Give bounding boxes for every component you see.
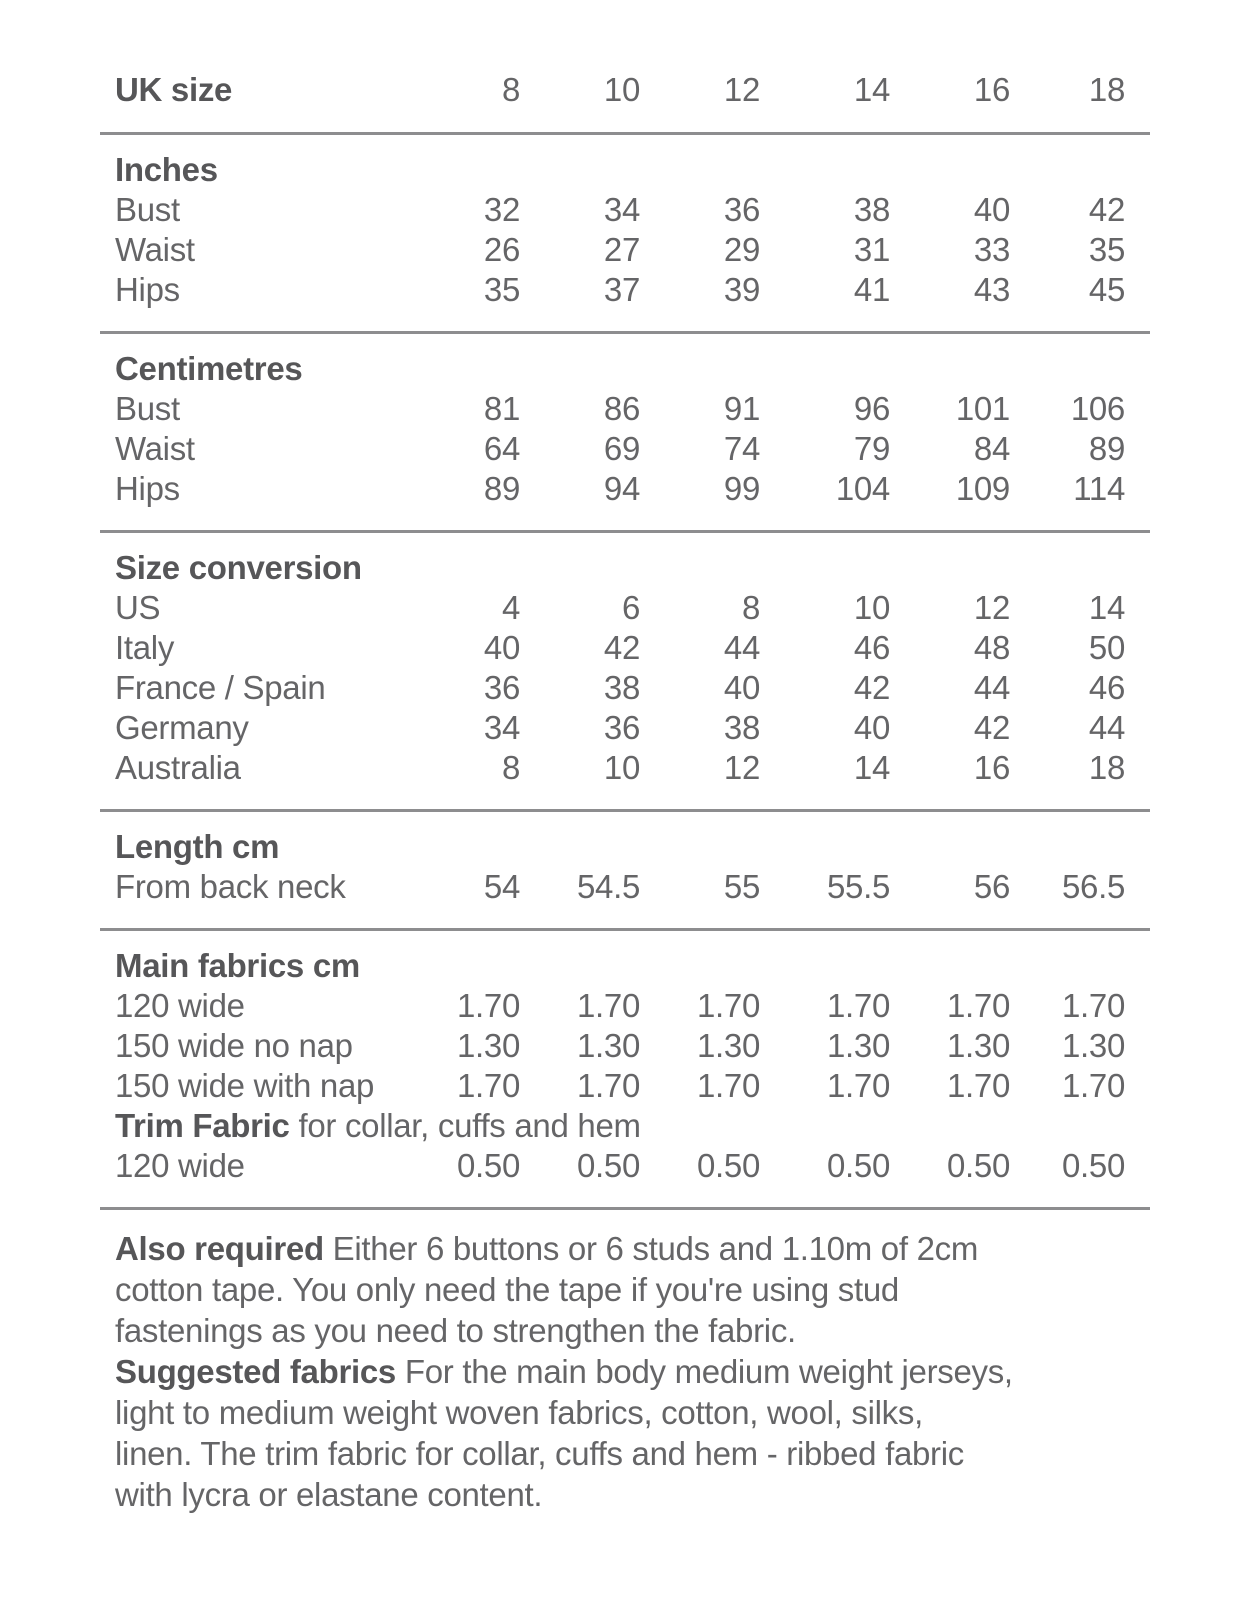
note-lead: Also required [115, 1230, 324, 1267]
row-label: Waist [115, 231, 195, 268]
row-value: 38 [723, 709, 760, 746]
row-value: 1.70 [576, 987, 640, 1024]
note-line: with lycra or elastane content. [115, 1476, 543, 1513]
row-label: Hips [115, 271, 180, 308]
table-row [100, 1026, 1150, 1066]
row-value: 37 [603, 271, 640, 308]
table-row [100, 1066, 1150, 1106]
row-value: 54 [483, 868, 520, 905]
row-value: 36 [483, 669, 520, 706]
row-value: 40 [723, 669, 760, 706]
row-value: 1.30 [696, 1027, 760, 1064]
row-value: 36 [723, 191, 760, 228]
row-value: 1.70 [826, 987, 890, 1024]
row-value: 1.30 [826, 1027, 890, 1064]
row-value: 42 [603, 629, 640, 666]
row-value: 33 [973, 231, 1010, 268]
row-value: 46 [853, 629, 890, 666]
note-line [115, 1351, 1150, 1392]
table-row [100, 469, 1150, 509]
row-value: 74 [723, 430, 760, 467]
row-label: 120 wide [115, 987, 245, 1024]
row-label: US [115, 589, 161, 626]
table-row [100, 429, 1150, 469]
table-row [100, 588, 1150, 628]
table-row [100, 230, 1150, 270]
size-col-header: 10 [603, 71, 640, 108]
note-line: linen. The trim fabric for collar, cuffs and hem - ribbed fabric [115, 1435, 964, 1472]
row-value: 29 [723, 231, 760, 268]
section-main-fabrics [100, 928, 1150, 1207]
row-value: 43 [973, 271, 1010, 308]
row-value: 81 [483, 390, 520, 427]
row-label: France / Spain [115, 669, 326, 706]
trim-fabric-lead: Trim Fabric [115, 1107, 290, 1144]
row-value: 1.70 [826, 1067, 890, 1104]
size-col-header: 18 [1088, 71, 1125, 108]
note-suggested-fabrics [115, 1351, 1150, 1515]
row-value: 1.70 [576, 1067, 640, 1104]
row-value: 48 [973, 629, 1010, 666]
row-value: 10 [603, 749, 640, 786]
trim-fabric-rest: for collar, cuffs and hem [289, 1107, 641, 1144]
table-row [100, 389, 1150, 429]
table-row [100, 668, 1150, 708]
size-chart-page [100, 0, 1150, 1515]
row-value: 6 [621, 589, 640, 626]
row-value: 99 [723, 470, 760, 507]
note-line [115, 1228, 1150, 1269]
note-line: fastenings as you need to strengthen the fabric. [115, 1312, 796, 1349]
row-value: 0.50 [1061, 1147, 1125, 1184]
row-value: 96 [853, 390, 890, 427]
section-title: Inches [115, 151, 218, 188]
row-value: 1.30 [576, 1027, 640, 1064]
row-value: 54.5 [576, 868, 640, 905]
note-text: For the main body medium weight jerseys, [395, 1353, 1013, 1390]
row-value: 0.50 [696, 1147, 760, 1184]
table-header-row [100, 70, 1150, 110]
row-value: 42 [1088, 191, 1125, 228]
row-value: 91 [723, 390, 760, 427]
row-value: 101 [955, 390, 1010, 427]
note-lead: Suggested fabrics [115, 1353, 396, 1390]
table-row [100, 628, 1150, 668]
row-label: Australia [115, 749, 241, 786]
row-label: Germany [115, 709, 249, 746]
row-value: 56.5 [1061, 868, 1125, 905]
note-line: light to medium weight woven fabrics, cotton, wool, silks, [115, 1394, 923, 1431]
table-row [100, 748, 1150, 788]
row-value: 34 [483, 709, 520, 746]
size-col-header: 16 [973, 71, 1010, 108]
row-value: 8 [501, 749, 520, 786]
row-value: 44 [723, 629, 760, 666]
row-label: Bust [115, 191, 180, 228]
section-size-conversion [100, 530, 1150, 809]
row-value: 55.5 [826, 868, 890, 905]
row-value: 35 [1088, 231, 1125, 268]
row-value: 69 [603, 430, 640, 467]
row-value: 109 [955, 470, 1010, 507]
note-line: cotton tape. You only need the tape if you're using stud [115, 1271, 899, 1308]
row-value: 64 [483, 430, 520, 467]
row-value: 36 [603, 709, 640, 746]
row-label: Italy [115, 629, 175, 666]
row-value: 89 [483, 470, 520, 507]
table-row [100, 708, 1150, 748]
row-value: 14 [853, 749, 890, 786]
row-value: 8 [741, 589, 760, 626]
table-row [100, 986, 1150, 1026]
row-label: 120 wide [115, 1147, 245, 1184]
row-value: 44 [1088, 709, 1125, 746]
table-row [100, 270, 1150, 310]
section-title: Size conversion [115, 549, 362, 586]
row-value: 0.50 [576, 1147, 640, 1184]
section-uk-size [100, 0, 1150, 132]
row-value: 1.70 [456, 987, 520, 1024]
row-value: 40 [853, 709, 890, 746]
row-value: 10 [853, 589, 890, 626]
row-value: 38 [853, 191, 890, 228]
row-value: 41 [853, 271, 890, 308]
row-value: 114 [1073, 470, 1125, 507]
note-also-required [115, 1228, 1150, 1351]
section-title: Main fabrics cm [115, 947, 360, 984]
row-value: 14 [1088, 589, 1125, 626]
row-value: 55 [723, 868, 760, 905]
row-value: 89 [1088, 430, 1125, 467]
notes-block [100, 1207, 1150, 1515]
row-value: 40 [483, 629, 520, 666]
row-label: Waist [115, 430, 195, 467]
size-col-header: 14 [853, 71, 890, 108]
row-value: 79 [853, 430, 890, 467]
row-value: 1.70 [696, 987, 760, 1024]
row-value: 42 [973, 709, 1010, 746]
row-value: 106 [1070, 390, 1125, 427]
section-inches [100, 132, 1150, 331]
row-value: 12 [973, 589, 1010, 626]
row-value: 38 [603, 669, 640, 706]
row-value: 26 [483, 231, 520, 268]
table-row [100, 1146, 1150, 1186]
section-title: Length cm [115, 828, 280, 865]
row-value: 1.70 [946, 1067, 1010, 1104]
row-value: 16 [973, 749, 1010, 786]
row-value: 34 [603, 191, 640, 228]
size-col-header: 8 [501, 71, 520, 108]
row-value: 42 [853, 669, 890, 706]
row-value: 32 [483, 191, 520, 228]
row-value: 44 [973, 669, 1010, 706]
row-value: 1.70 [696, 1067, 760, 1104]
size-col-header: 12 [723, 71, 760, 108]
row-value: 56 [973, 868, 1010, 905]
row-value: 27 [603, 231, 640, 268]
row-value: 31 [853, 231, 890, 268]
row-value: 1.70 [1061, 1067, 1125, 1104]
row-value: 0.50 [456, 1147, 520, 1184]
row-value: 1.30 [946, 1027, 1010, 1064]
row-value: 84 [973, 430, 1010, 467]
row-label: 150 wide no nap [115, 1027, 353, 1064]
row-value: 1.30 [1061, 1027, 1125, 1064]
table-row [100, 867, 1150, 907]
note-text: Either 6 buttons or 6 studs and 1.10m of 2cm [323, 1230, 979, 1267]
section-title: Centimetres [115, 350, 303, 387]
row-value: 46 [1088, 669, 1125, 706]
section-centimetres [100, 331, 1150, 530]
row-value: 12 [723, 749, 760, 786]
row-value: 86 [603, 390, 640, 427]
row-value: 1.70 [1061, 987, 1125, 1024]
trim-fabric-row [100, 1106, 1150, 1146]
row-value: 4 [501, 589, 520, 626]
row-value: 35 [483, 271, 520, 308]
row-value: 0.50 [946, 1147, 1010, 1184]
row-value: 50 [1088, 629, 1125, 666]
row-label: From back neck [115, 868, 346, 905]
row-value: 0.50 [826, 1147, 890, 1184]
row-value: 94 [603, 470, 640, 507]
trim-fabric-label [100, 1106, 1125, 1146]
row-label: 150 wide with nap [115, 1067, 375, 1104]
row-value: 1.70 [456, 1067, 520, 1104]
uk-size-label: UK size [115, 71, 233, 108]
table-row [100, 190, 1150, 230]
row-label: Hips [115, 470, 180, 507]
section-length [100, 809, 1150, 928]
row-label: Bust [115, 390, 180, 427]
row-value: 1.30 [456, 1027, 520, 1064]
row-value: 104 [835, 470, 890, 507]
row-value: 45 [1088, 271, 1125, 308]
row-value: 40 [973, 191, 1010, 228]
row-value: 18 [1088, 749, 1125, 786]
row-value: 39 [723, 271, 760, 308]
row-value: 1.70 [946, 987, 1010, 1024]
